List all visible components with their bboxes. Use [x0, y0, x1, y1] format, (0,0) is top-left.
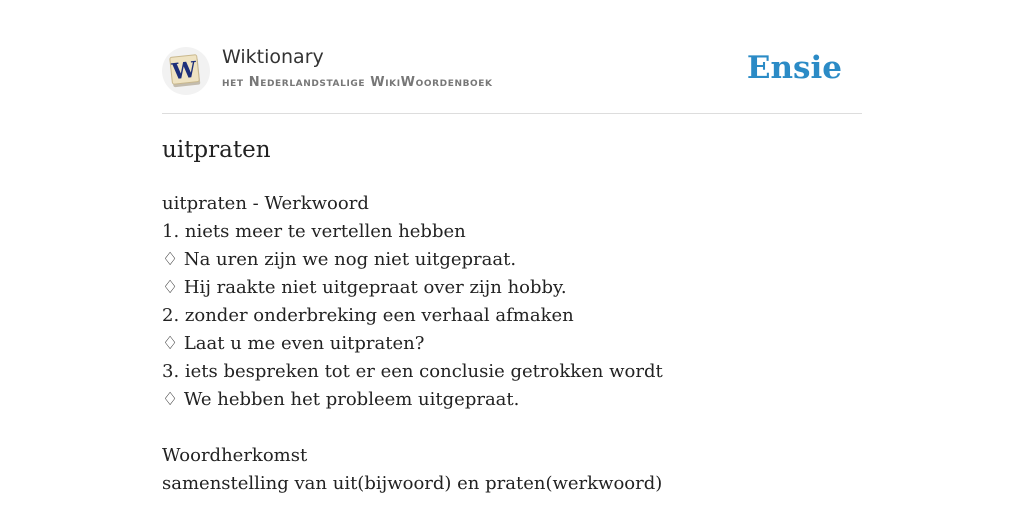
etymology-text: samenstelling van uit(bijwoord) en praten(werkwoord): [162, 473, 663, 494]
definition-line: uitpraten - Werkwoord: [162, 193, 369, 214]
definition-line: 2. zonder onderbreking een verhaal afmaken: [162, 305, 574, 326]
logo-letter: W: [170, 56, 198, 86]
page-title: uitpraten: [162, 137, 271, 163]
site-header: [162, 44, 862, 98]
example-line: ♢ We hebben het probleem uitgepraat.: [162, 389, 520, 410]
ensie-brand-link[interactable]: Ensie: [746, 50, 842, 86]
section-spacer: [162, 414, 862, 442]
site-name[interactable]: Wiktionary: [222, 46, 324, 68]
wiktionary-logo-icon[interactable]: [162, 47, 210, 95]
header-divider: [162, 113, 862, 114]
example-line: ♢ Na uren zijn we nog niet uitgepraat.: [162, 249, 517, 270]
entry-content: [162, 190, 862, 498]
example-line: ♢ Hij raakte niet uitgepraat over zijn hobby.: [162, 277, 567, 298]
site-tagline: het Nederlandstalige WikiWoordenboek: [222, 75, 493, 90]
example-line: ♢ Laat u me even uitpraten?: [162, 333, 425, 354]
definition-line: 3. iets bespreken tot er een conclusie getrokken wordt: [162, 361, 663, 382]
etymology-heading: Woordherkomst: [162, 445, 308, 466]
definition-line: 1. niets meer te vertellen hebben: [162, 221, 466, 242]
